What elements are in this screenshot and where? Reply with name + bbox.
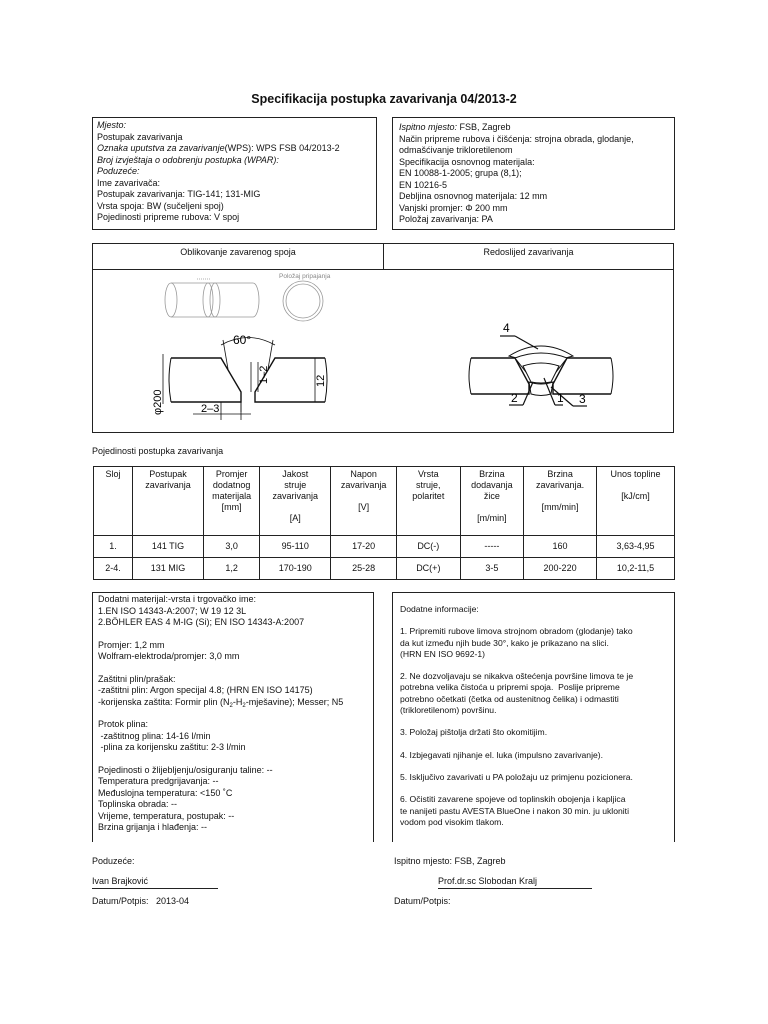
table-header-cell: Brzina zavarivanja. [mm/min] <box>524 467 597 536</box>
info-1c: (HRN EN ISO 9692-1) <box>400 648 486 659</box>
poduzece-label: Poduzeće: <box>97 166 140 176</box>
section-label: Pojedinosti postupka zavarivanja <box>92 446 224 456</box>
oznaka-line <box>97 143 372 155</box>
en-line-1: EN 10088-1-2005; grupa (8,1); <box>399 168 522 178</box>
nacin-line-2: odmašćivanje trikloretilenom <box>399 145 513 155</box>
vrijeme-temperatura: Vrijeme, temperatura, postupak: -- <box>98 810 235 821</box>
table-header-cell: Napon zavarivanja [V] <box>331 467 397 536</box>
vrsta-spoja: Vrsta spoja: BW (sučeljeni spoj) <box>97 200 224 211</box>
table-header-cell: Vrsta struje, polaritet <box>397 467 461 536</box>
wolfram: Wolfram-elektroda/promjer: 3,0 mm <box>98 651 240 661</box>
diagram-right-head: Redoslijed zavarivanja <box>383 244 673 270</box>
right-info-box <box>392 117 675 230</box>
table-header-cell: Postupak zavarivanja <box>133 467 204 536</box>
nacin-line-1: Način pripreme rubova i čišćenja: strojna obrada, glodanje, <box>399 133 634 144</box>
seq-label-2: 2 <box>511 391 518 405</box>
protok-zastitnog: -zaštitnog plina: 14-16 l/min <box>98 730 211 741</box>
info-6c: vodom pod visokim tlakom. <box>400 816 504 827</box>
en-line-2: EN 10216-5 <box>399 179 448 190</box>
seq-label-3: 3 <box>579 392 586 406</box>
ispitno-line <box>399 122 668 134</box>
left-info-box <box>92 117 377 230</box>
welding-sequence-drawing <box>383 270 673 434</box>
seq-label-4: 4 <box>503 321 510 335</box>
protok-korijenske: -plina za korijensku zaštitu: 2-3 l/min <box>98 742 246 752</box>
dodatni-label: Dodatni materijal:-vrsta i trgovačko ime: <box>98 594 257 604</box>
info-5: 5. Isključivo zavarivati u PA položaju uz primjenu pozicionera. <box>400 771 633 782</box>
polozaj-pripajanja-label: Položaj pripajanja <box>279 273 331 280</box>
diagram-divider <box>383 244 384 270</box>
footer-datum-right: Datum/Potpis: <box>394 896 451 906</box>
table-cell: 200-220 <box>524 558 597 580</box>
table-header-cell: Brzina dodavanja žice [m/min] <box>460 467 524 536</box>
table-cell: 3-5 <box>460 558 524 580</box>
postupak-value: Postupak zavarivanja: TIG-141; 131-MIG <box>97 189 261 199</box>
table-cell: 170-190 <box>260 558 331 580</box>
oznaka-label: Oznaka uputstva za zavarivanje <box>97 143 225 153</box>
table-header-cell: Promjer dodatnog materijala [mm] <box>203 467 259 536</box>
document-title: Specifikacija postupka zavarivanja 04/2013-2 <box>251 92 517 106</box>
diagram-box <box>92 243 674 433</box>
debljina: Debljina osnovnog materijala: 12 mm <box>399 191 548 201</box>
promjer: Promjer: 1,2 mm <box>98 639 165 650</box>
table-header-cell: Unos topline [kJ/cm] <box>597 467 675 536</box>
info-2b: potrebna velika čistoća u pripremi spoja. Poslije pripreme <box>400 682 620 693</box>
vanjski-promjer: Vanjski promjer: Φ 200 mm <box>399 202 508 213</box>
oznaka-value: (WPS): WPS FSB 04/2013-2 <box>224 143 340 153</box>
diagram-left-head: Oblikovanje zavarenog spoja <box>93 244 383 270</box>
table-cell: 10,2-11,5 <box>597 558 675 580</box>
predgrijavanje: Temperatura predgrijavanja: -- <box>98 776 219 786</box>
pojedinosti-pripreme: Pojedinosti pripreme rubova: V spoj <box>97 212 240 222</box>
info-6b: te nanijeti pastu AVESTA BlueOne i nakon 30 min. ju ukloniti <box>400 805 629 816</box>
postupak-label: Postupak zavarivanja <box>97 131 183 142</box>
brzina-grijanja: Brzina grijanja i hlađenja: -- <box>98 822 208 832</box>
table-cell: 2-4. <box>94 558 133 580</box>
table-row <box>94 536 675 558</box>
diameter-label: φ200 <box>152 389 164 415</box>
protok-label: Protok plina: <box>98 719 149 729</box>
filler-material-box <box>92 592 374 842</box>
footer-poduzece: Poduzeće: <box>92 856 135 866</box>
table-cell: 3,63-4,95 <box>597 536 675 558</box>
zastitni-label: Zaštitni plin/prašak: <box>98 673 176 684</box>
info-1a: 1. Pripremiti rubove limova strojnom obradom (glodanje) tako <box>400 626 633 637</box>
zlijebljenje: Pojedinosti o žlijebljenju/osiguranju taline: -- <box>98 764 273 775</box>
ime-label: Ime zavarivača: <box>97 177 161 188</box>
table-cell: 17-20 <box>331 536 397 558</box>
angle-label: 60° <box>233 333 252 347</box>
ispitno-value: FSB, Zagreb <box>457 122 511 132</box>
signature-left: Ivan Brajković <box>92 876 218 889</box>
broj-label: Broj izvještaja o odobrenju postupka (WPAR): <box>97 154 279 165</box>
dodatne-label: Dodatne informacije: <box>400 604 479 614</box>
table-header-cell: Jakost struje zavarivanja [A] <box>260 467 331 536</box>
table-header-cell: Sloj <box>94 467 133 536</box>
info-2a: 2. Ne dozvoljavaju se nikakva oštećenja površine limova te je <box>400 671 634 682</box>
signature-right: Prof.dr.sc Slobodan Kralj <box>438 876 592 889</box>
info-2d: (trikloretilenom) površinu. <box>400 705 497 716</box>
info-1b: da kut između njih bude 30°, kako je prikazano na slici. <box>400 637 609 648</box>
footer-ispitno: Ispitno mjesto: FSB, Zagreb <box>394 856 506 866</box>
zastitni-plin: -zaštitni plin: Argon specijal 4.8; (HRN EN ISO 14175) <box>98 685 313 695</box>
table-row <box>94 558 675 580</box>
dodatni-2: 2.BÖHLER EAS 4 M-IG (Si); EN ISO 14343-A:2007 <box>98 617 305 627</box>
table-cell: 141 TIG <box>133 536 204 558</box>
medjuslojna: Međuslojna temperatura: <150 ˚C <box>98 787 233 798</box>
mjesto-label: Mjesto: <box>97 120 127 130</box>
table-cell: 131 MIG <box>133 558 204 580</box>
info-4: 4. Izbjegavati njihanje el. luka (impulsno zavarivanje). <box>400 749 604 760</box>
table-cell: 1,2 <box>203 558 259 580</box>
spec-label: Specifikacija osnovnog materijala: <box>399 156 535 167</box>
dodatni-1: 1.EN ISO 14343-A:2007; W 19 12 3L <box>98 605 247 616</box>
polozaj: Položaj zavarivanja: PA <box>399 214 493 224</box>
info-2c: potrebno očetkati (četka od austenitnog čelika) i odmastiti <box>400 693 619 704</box>
gap-label: 1–2 <box>258 365 270 384</box>
root-label: 2–3 <box>201 403 220 415</box>
joint-geometry-drawing <box>93 270 383 434</box>
info-6a: 6. Očistiti zavarene spojeve od toplinskih obojenja i kapljica <box>400 794 626 805</box>
additional-info-box <box>392 592 675 842</box>
table-cell: DC(+) <box>397 558 461 580</box>
table-cell: 25-28 <box>331 558 397 580</box>
table-cell: 1. <box>94 536 133 558</box>
table-header-row <box>94 467 675 536</box>
table-cell: ----- <box>460 536 524 558</box>
toplinska-obrada: Toplinska obrada: -- <box>98 799 178 809</box>
table-cell: 3,0 <box>203 536 259 558</box>
table-cell: DC(-) <box>397 536 461 558</box>
seq-label-1: 1 <box>557 391 564 405</box>
korijenska-zastita: -korijenska zaštita: Formir plin $(N_2-H_2-mješavine)$; Messer; N5 <box>98 696 344 709</box>
thickness-label: 12 <box>315 374 327 387</box>
ispitno-label: Ispitno mjesto: <box>399 122 458 132</box>
table-cell: 160 <box>524 536 597 558</box>
parameters-table <box>93 466 675 580</box>
footer-datum-left: Datum/Potpis: 2013-04 <box>92 896 190 906</box>
info-3: 3. Položaj pištolja držati što okomitijim. <box>400 727 548 738</box>
table-cell: 95-110 <box>260 536 331 558</box>
